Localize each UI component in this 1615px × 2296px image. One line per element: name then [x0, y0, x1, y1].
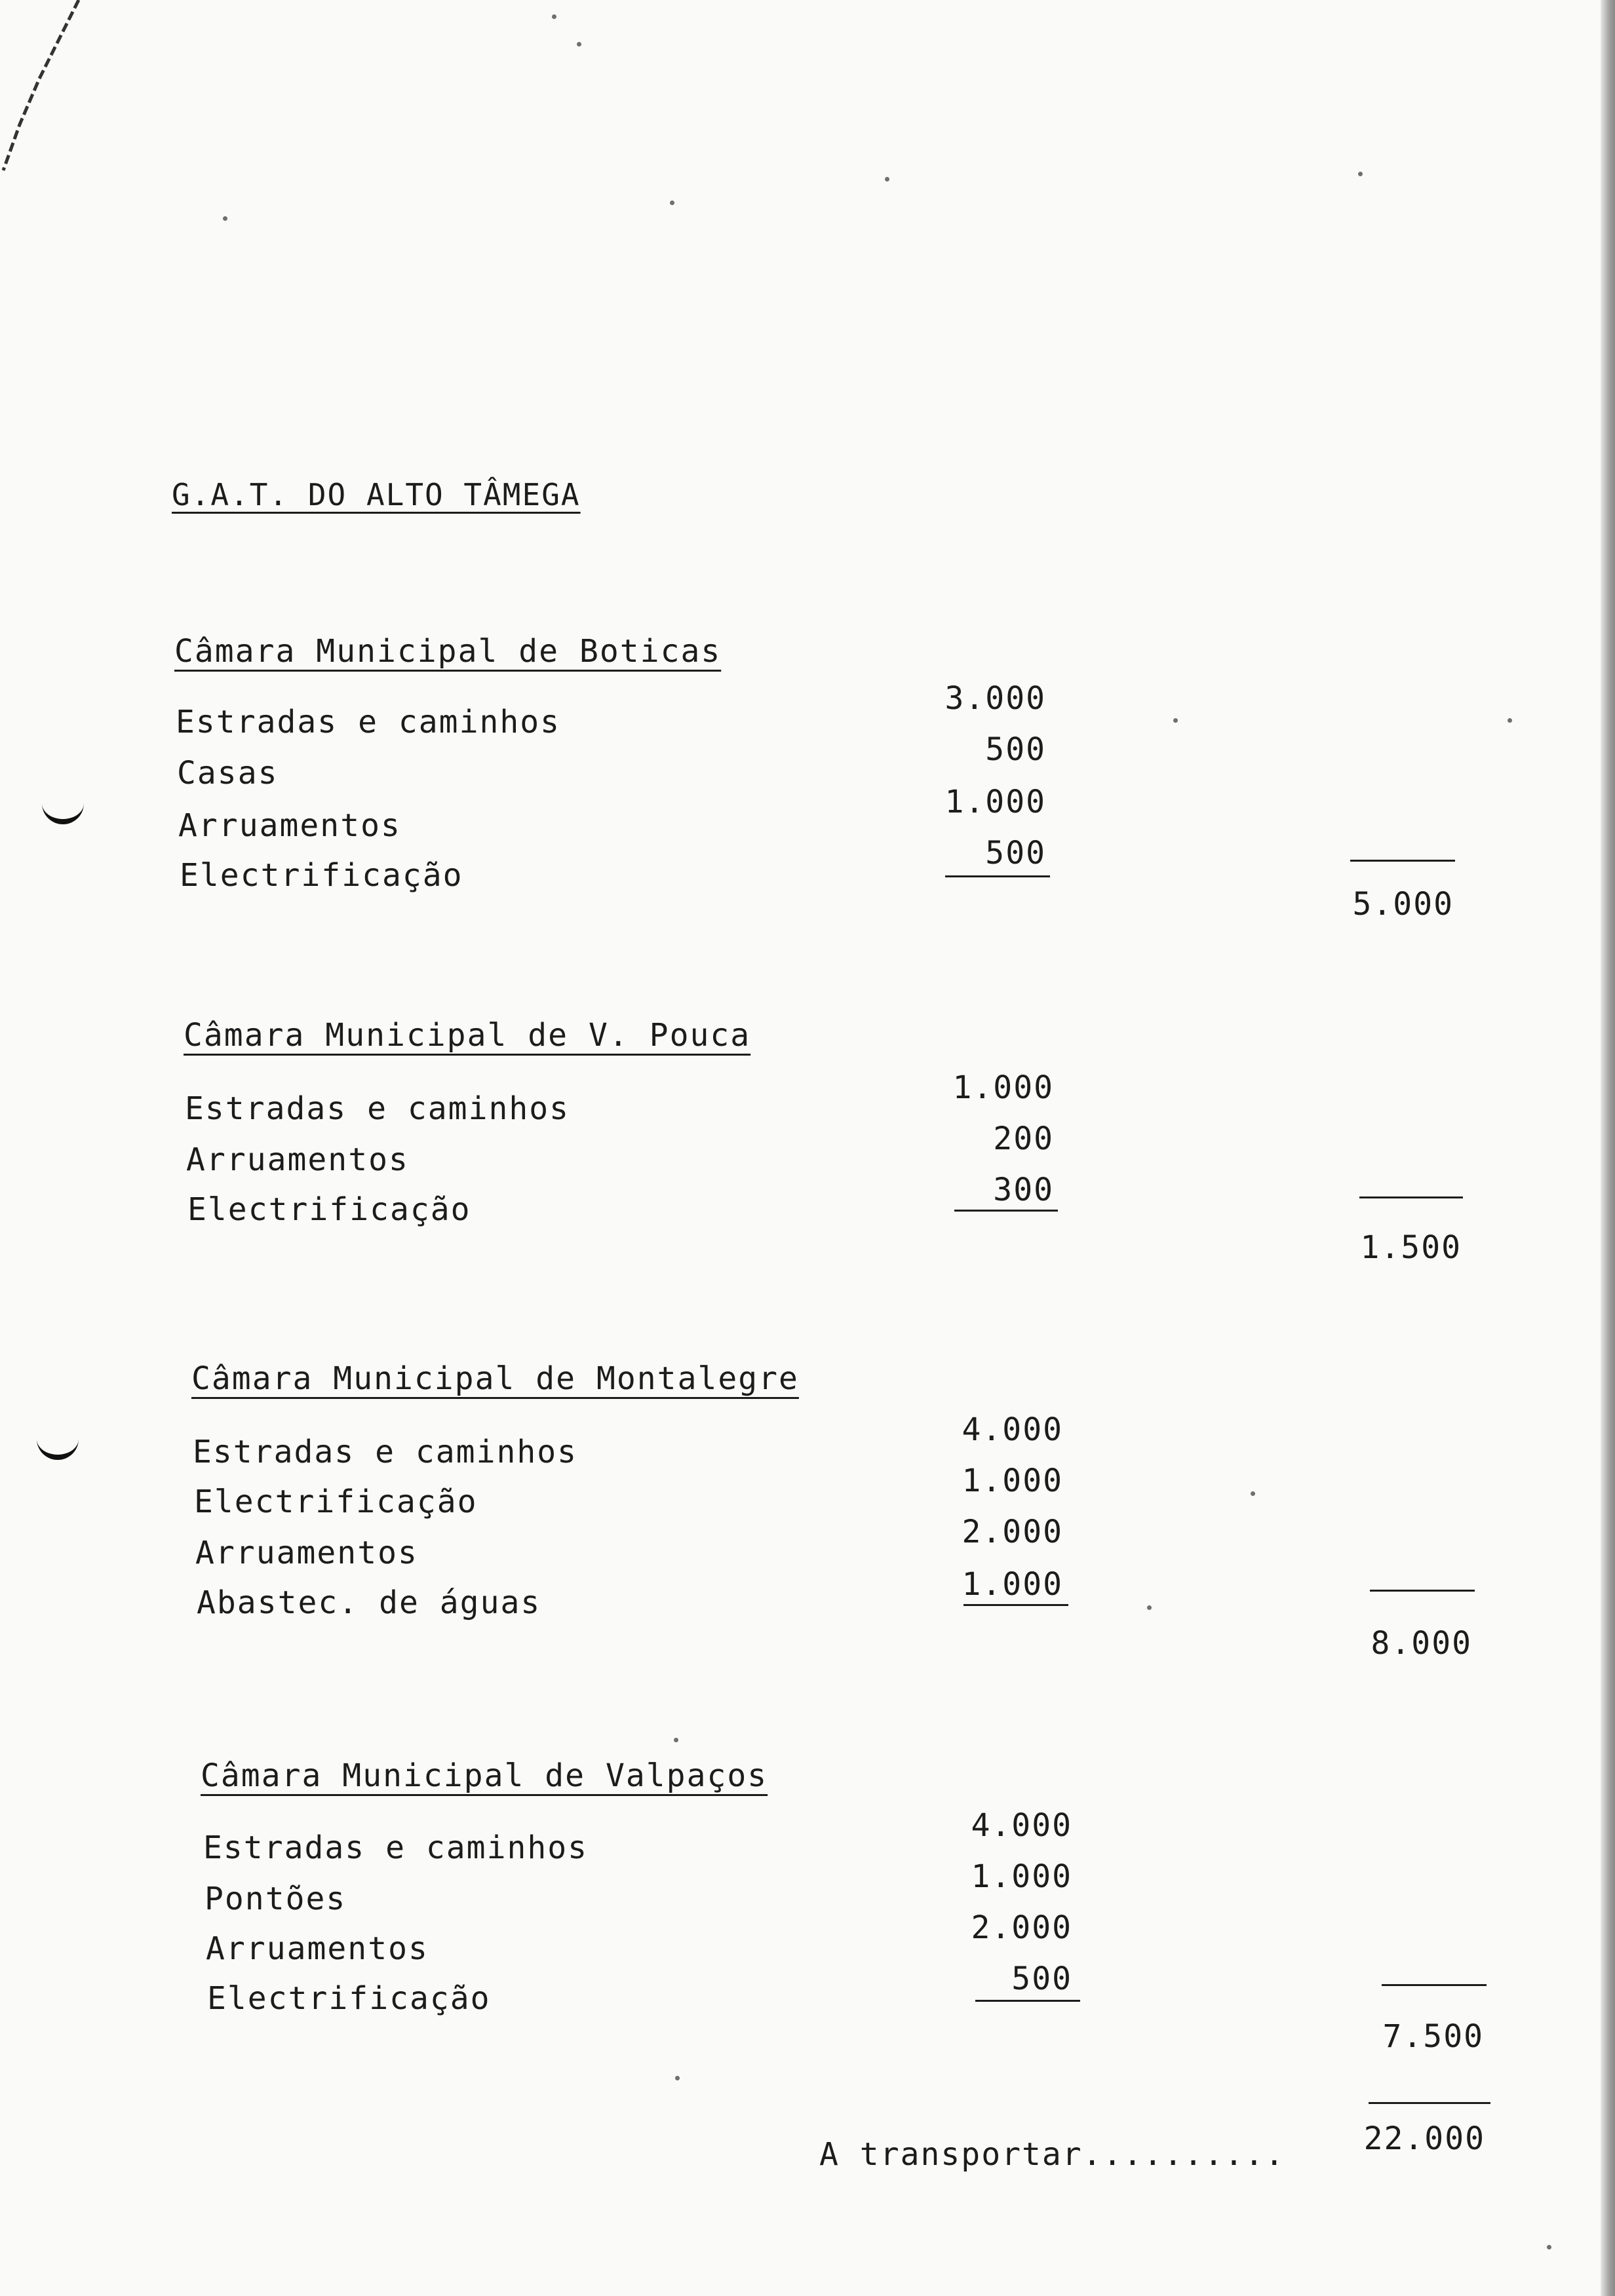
item-value: 2.000 [971, 1909, 1072, 1946]
item-label: Electrificação [180, 857, 463, 894]
item-value: 1.000 [971, 1858, 1072, 1895]
speck [1547, 2245, 1551, 2249]
item-value: 1.000 [944, 784, 1046, 820]
section-heading: Câmara Municipal de V. Pouca [184, 1017, 751, 1054]
section-total: 1.500 [1360, 1229, 1462, 1266]
subtotal-rule [963, 1604, 1068, 1606]
punch-hole-mark [37, 1428, 79, 1460]
speck [577, 42, 581, 47]
speck [1147, 1605, 1152, 1610]
item-value: 2.000 [962, 1514, 1063, 1550]
item-value: 500 [985, 731, 1046, 768]
item-label: Pontões [204, 1881, 347, 1917]
item-label: Estradas e caminhos [176, 704, 561, 740]
corner-scratch-mark [0, 0, 92, 183]
item-value: 300 [993, 1172, 1054, 1208]
item-value: 3.000 [944, 680, 1046, 717]
speck [675, 2076, 680, 2080]
item-label: Estradas e caminhos [203, 1829, 589, 1866]
section-total: 7.500 [1382, 2018, 1484, 2055]
item-label: Casas [177, 755, 279, 792]
subtotal-rule [975, 2000, 1080, 2002]
item-label: Electrificação [194, 1483, 478, 1520]
speck [670, 201, 674, 205]
subtotal-rule [954, 1210, 1058, 1212]
section-heading: Câmara Municipal de Montalegre [191, 1360, 799, 1397]
section-heading: Câmara Municipal de Valpaços [201, 1757, 768, 1794]
item-label: Electrificação [187, 1191, 471, 1228]
item-label: Arruamentos [206, 1930, 429, 1967]
item-value: 1.000 [952, 1069, 1054, 1106]
item-label: Arruamentos [178, 807, 401, 844]
total-rule [1370, 1590, 1475, 1592]
item-label: Estradas e caminhos [193, 1434, 578, 1470]
item-value: 1.000 [962, 1566, 1063, 1603]
speck [674, 1738, 678, 1742]
item-label: Arruamentos [186, 1141, 409, 1178]
document-title: G.A.T. DO ALTO TÂMEGA [172, 477, 581, 512]
punch-hole-mark [42, 793, 84, 824]
item-label: Estradas e caminhos [185, 1090, 570, 1127]
speck [1251, 1491, 1255, 1496]
speck [223, 216, 227, 221]
item-value: 500 [1011, 1961, 1072, 1997]
total-rule [1350, 860, 1455, 862]
carry-forward-label: A transportar.......... [819, 2136, 1285, 2173]
section-heading: Câmara Municipal de Boticas [174, 633, 722, 670]
item-value: 500 [985, 835, 1046, 871]
speck [1508, 718, 1512, 723]
speck [1358, 172, 1363, 176]
item-value: 1.000 [962, 1463, 1063, 1499]
item-value: 4.000 [971, 1807, 1072, 1844]
item-value: 4.000 [962, 1411, 1063, 1448]
subtotal-rule [945, 875, 1050, 877]
scan-edge-shadow [1601, 0, 1615, 2296]
total-rule [1382, 1984, 1487, 1986]
section-total: 5.000 [1352, 886, 1454, 923]
grand-total-rule [1369, 2102, 1490, 2104]
speck [885, 177, 889, 182]
speck [552, 14, 556, 19]
item-label: Electrificação [207, 1980, 491, 2017]
item-label: Abastec. de águas [197, 1584, 541, 1621]
total-rule [1359, 1196, 1463, 1198]
speck [1173, 718, 1178, 723]
carry-forward-total: 22.000 [1363, 2120, 1485, 2157]
section-total: 8.000 [1371, 1625, 1472, 1662]
item-label: Arruamentos [195, 1535, 418, 1571]
item-value: 200 [993, 1120, 1054, 1157]
